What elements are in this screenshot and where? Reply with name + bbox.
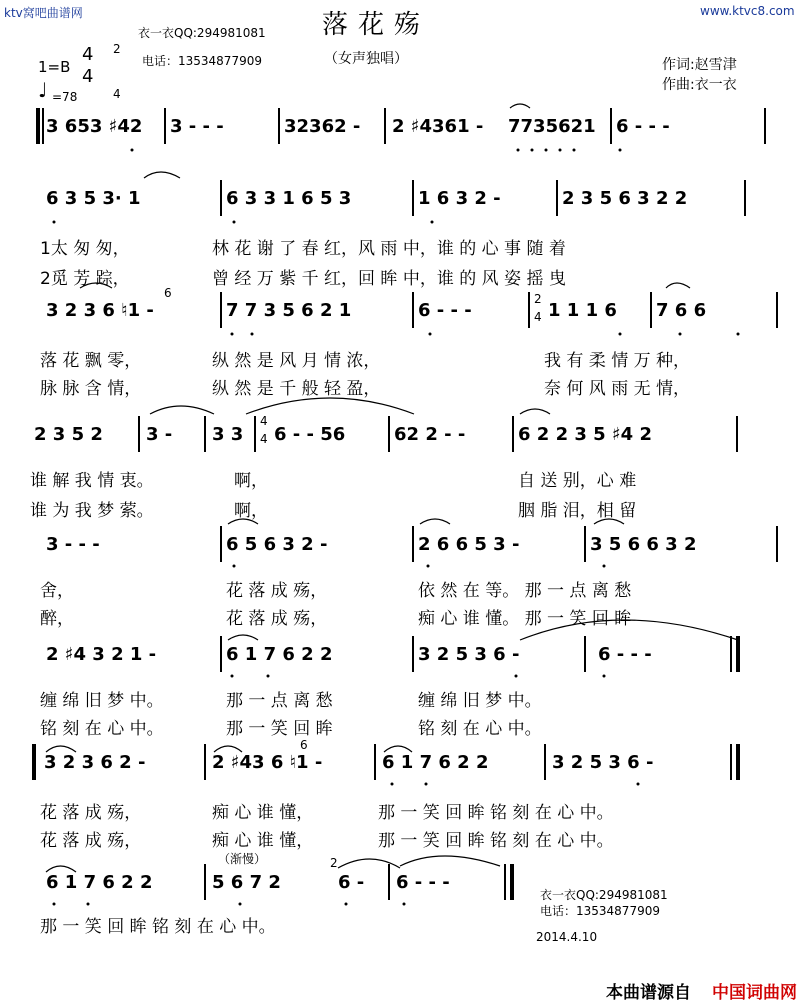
watermark-right: www.ktvc8.com	[700, 4, 795, 18]
measure: 6 1 7 6 2 2	[382, 752, 489, 773]
contact-qq-top: 衣一衣QQ:294981081	[138, 26, 266, 40]
measure: 6 - - -	[418, 300, 472, 321]
contact-phone-top: 电话：13534877909	[142, 54, 262, 68]
lyric-verse1: 痴 心 谁 懂，	[212, 803, 314, 823]
tempo-marking: （渐慢）	[218, 852, 267, 866]
lyric-verse2: 铭 刻 在 心 中。	[418, 719, 542, 739]
time-sig-a-den: 4	[82, 66, 94, 87]
lyric-verse2: 痴 心 谁 懂，	[212, 831, 314, 851]
contact-phone-bottom: 电话：13534877909	[540, 904, 660, 918]
quarter-note-icon: ♩	[38, 78, 48, 102]
measure: 7735621	[508, 116, 596, 137]
measure: 3 2 5 3 6 -	[552, 752, 654, 773]
lyric-verse1: 依 然 在 等。 那 一 点 离 愁	[418, 581, 632, 601]
measure: 2 3 5 6 3 2 2	[562, 188, 688, 209]
measure: 3 2 3 6 2 -	[44, 752, 146, 773]
measure: 3 -	[146, 424, 173, 445]
grace-note-mark: 6	[164, 286, 172, 300]
measure: 6 5 6 3 2 -	[226, 534, 328, 555]
measure: 2 ♯4 3 2 1 -	[46, 644, 157, 665]
measure: 1 6 3 2 -	[418, 188, 501, 209]
lyric-verse1: 花 落 成 殇，	[226, 581, 328, 601]
footer-source: 本曲谱源自	[606, 983, 691, 1003]
lyric-verse1: 那 一 笑 回 眸 铭 刻 在 心 中。	[378, 803, 614, 823]
measure: 6 - - 56	[274, 424, 346, 445]
date: 2014.4.10	[536, 930, 598, 944]
measure: 62 2 - -	[394, 424, 466, 445]
subtitle: （女声独唱）	[324, 51, 408, 67]
measure: 2 6 6 5 3 -	[418, 534, 520, 555]
lyric-verse2: 醉，	[40, 609, 74, 629]
watermark-left: ktv窝吧曲谱网	[4, 6, 83, 20]
measure: 2 ♯4361 -	[392, 116, 484, 137]
lyric-verse2: 脉 脉 含 情，	[40, 379, 142, 399]
measure: 6 1 7 6 2 2	[226, 644, 333, 665]
measure: 6 2 2 3 5 ♯4 2	[518, 424, 652, 445]
measure: 3 - - -	[46, 534, 100, 555]
measure: 7 6 6	[656, 300, 707, 321]
lyric-verse1: 谁 解 我 情 衷。	[30, 471, 154, 491]
lyric-verse2: 曾 经 万 紫 千 红，回 眸 中，谁 的 风 姿 摇 曳	[212, 269, 566, 289]
measure: 2 ♯43 6 ♮1 -	[212, 752, 323, 773]
measure: 32362 -	[284, 116, 361, 137]
footer-site: 中国词曲网	[712, 983, 797, 1003]
measure: 3 5 6 6 3 2	[590, 534, 697, 555]
measure: 5 6 7 2	[212, 872, 281, 893]
contact-qq-bottom: 衣一衣QQ:294981081	[540, 888, 668, 902]
lyric-verse1: 舍，	[40, 581, 74, 601]
measure: 6 - - -	[616, 116, 670, 137]
lyric-verse1: 落 花 飘 零，	[40, 351, 142, 371]
lyric-verse2: 花 落 成 殇，	[226, 609, 328, 629]
page-title: 落花殇	[322, 10, 431, 40]
lyric-verse2: 那 一 笑 回 眸	[226, 719, 333, 739]
lyric-verse1: 自 送 别，心 难	[518, 471, 637, 491]
measure: 6 3 5 3· 1	[46, 188, 141, 209]
measure: 7 7 3 5 6 2 1	[226, 300, 352, 321]
lyric-verse2: 花 落 成 殇，	[40, 831, 142, 851]
time-sig-b-num: 2	[113, 42, 121, 56]
measure: 6 - - -	[598, 644, 652, 665]
lyric-verse2: 那 一 笑 回 眸 铭 刻 在 心 中。	[378, 831, 614, 851]
key-signature: 1=B	[38, 58, 71, 76]
lyric-verse1: 啊，	[234, 471, 268, 491]
time-sig-a-num: 4	[82, 44, 94, 65]
tempo: =78	[52, 90, 78, 104]
grace-note-mark: 6	[300, 738, 308, 752]
lyric-verse2: 2觅 芳 踪，	[40, 269, 130, 289]
time-sig-den: 4	[260, 432, 268, 446]
lyric-verse1: 纵 然 是 风 月 情 浓，	[212, 351, 381, 371]
lyric-verse1: 缠 绵 旧 梦 中。	[418, 691, 542, 711]
grace-note-mark: 2	[330, 856, 338, 870]
time-sig-num: 2	[534, 292, 542, 306]
lyric-verse2: 胭 脂 泪，相 留	[518, 501, 637, 521]
measure: 2 3 5 2	[34, 424, 103, 445]
lyricist: 作词:赵雪津	[662, 57, 737, 73]
composer: 作曲:衣一衣	[662, 77, 737, 93]
lyric-verse2: 啊，	[234, 501, 268, 521]
time-sig-b-den: 4	[113, 87, 121, 101]
time-sig-den: 4	[534, 310, 542, 324]
measure: 3 3	[212, 424, 244, 445]
lyric-verse2: 纵 然 是 千 般 轻 盈，	[212, 379, 381, 399]
lyric-verse1: 缠 绵 旧 梦 中。	[40, 691, 164, 711]
measure: 3 - - -	[170, 116, 224, 137]
lyric-verse2: 奈 何 风 雨 无 情，	[544, 379, 691, 399]
measure: 6 - - -	[396, 872, 450, 893]
lyric-verse1: 我 有 柔 情 万 种，	[544, 351, 691, 371]
lyric-verse2: 痴 心 谁 懂。 那 一 笑 回 眸	[418, 609, 632, 629]
lyric-verse1: 林 花 谢 了 春 红，风 雨 中，谁 的 心 事 随 着	[212, 239, 566, 259]
lyric-verse1: 1太 匆 匆，	[40, 239, 130, 259]
measure: 6 1 7 6 2 2	[46, 872, 153, 893]
lyric-line: 那 一 笑 回 眸 铭 刻 在 心 中。	[40, 917, 276, 937]
time-sig-num: 4	[260, 414, 268, 428]
lyric-verse2: 谁 为 我 梦 萦。	[30, 501, 154, 521]
measure: 6 -	[338, 872, 365, 893]
lyric-verse2: 铭 刻 在 心 中。	[40, 719, 164, 739]
measure: 6 3 3 1 6 5 3	[226, 188, 352, 209]
measure: 1 1 1 6	[548, 300, 617, 321]
lyric-verse1: 那 一 点 离 愁	[226, 691, 333, 711]
measure: 3 2 5 3 6 -	[418, 644, 520, 665]
measure: 3 653 ♯42	[46, 116, 143, 137]
lyric-verse1: 花 落 成 殇，	[40, 803, 142, 823]
measure: 3 2 3 6 ♮1 -	[46, 300, 154, 321]
